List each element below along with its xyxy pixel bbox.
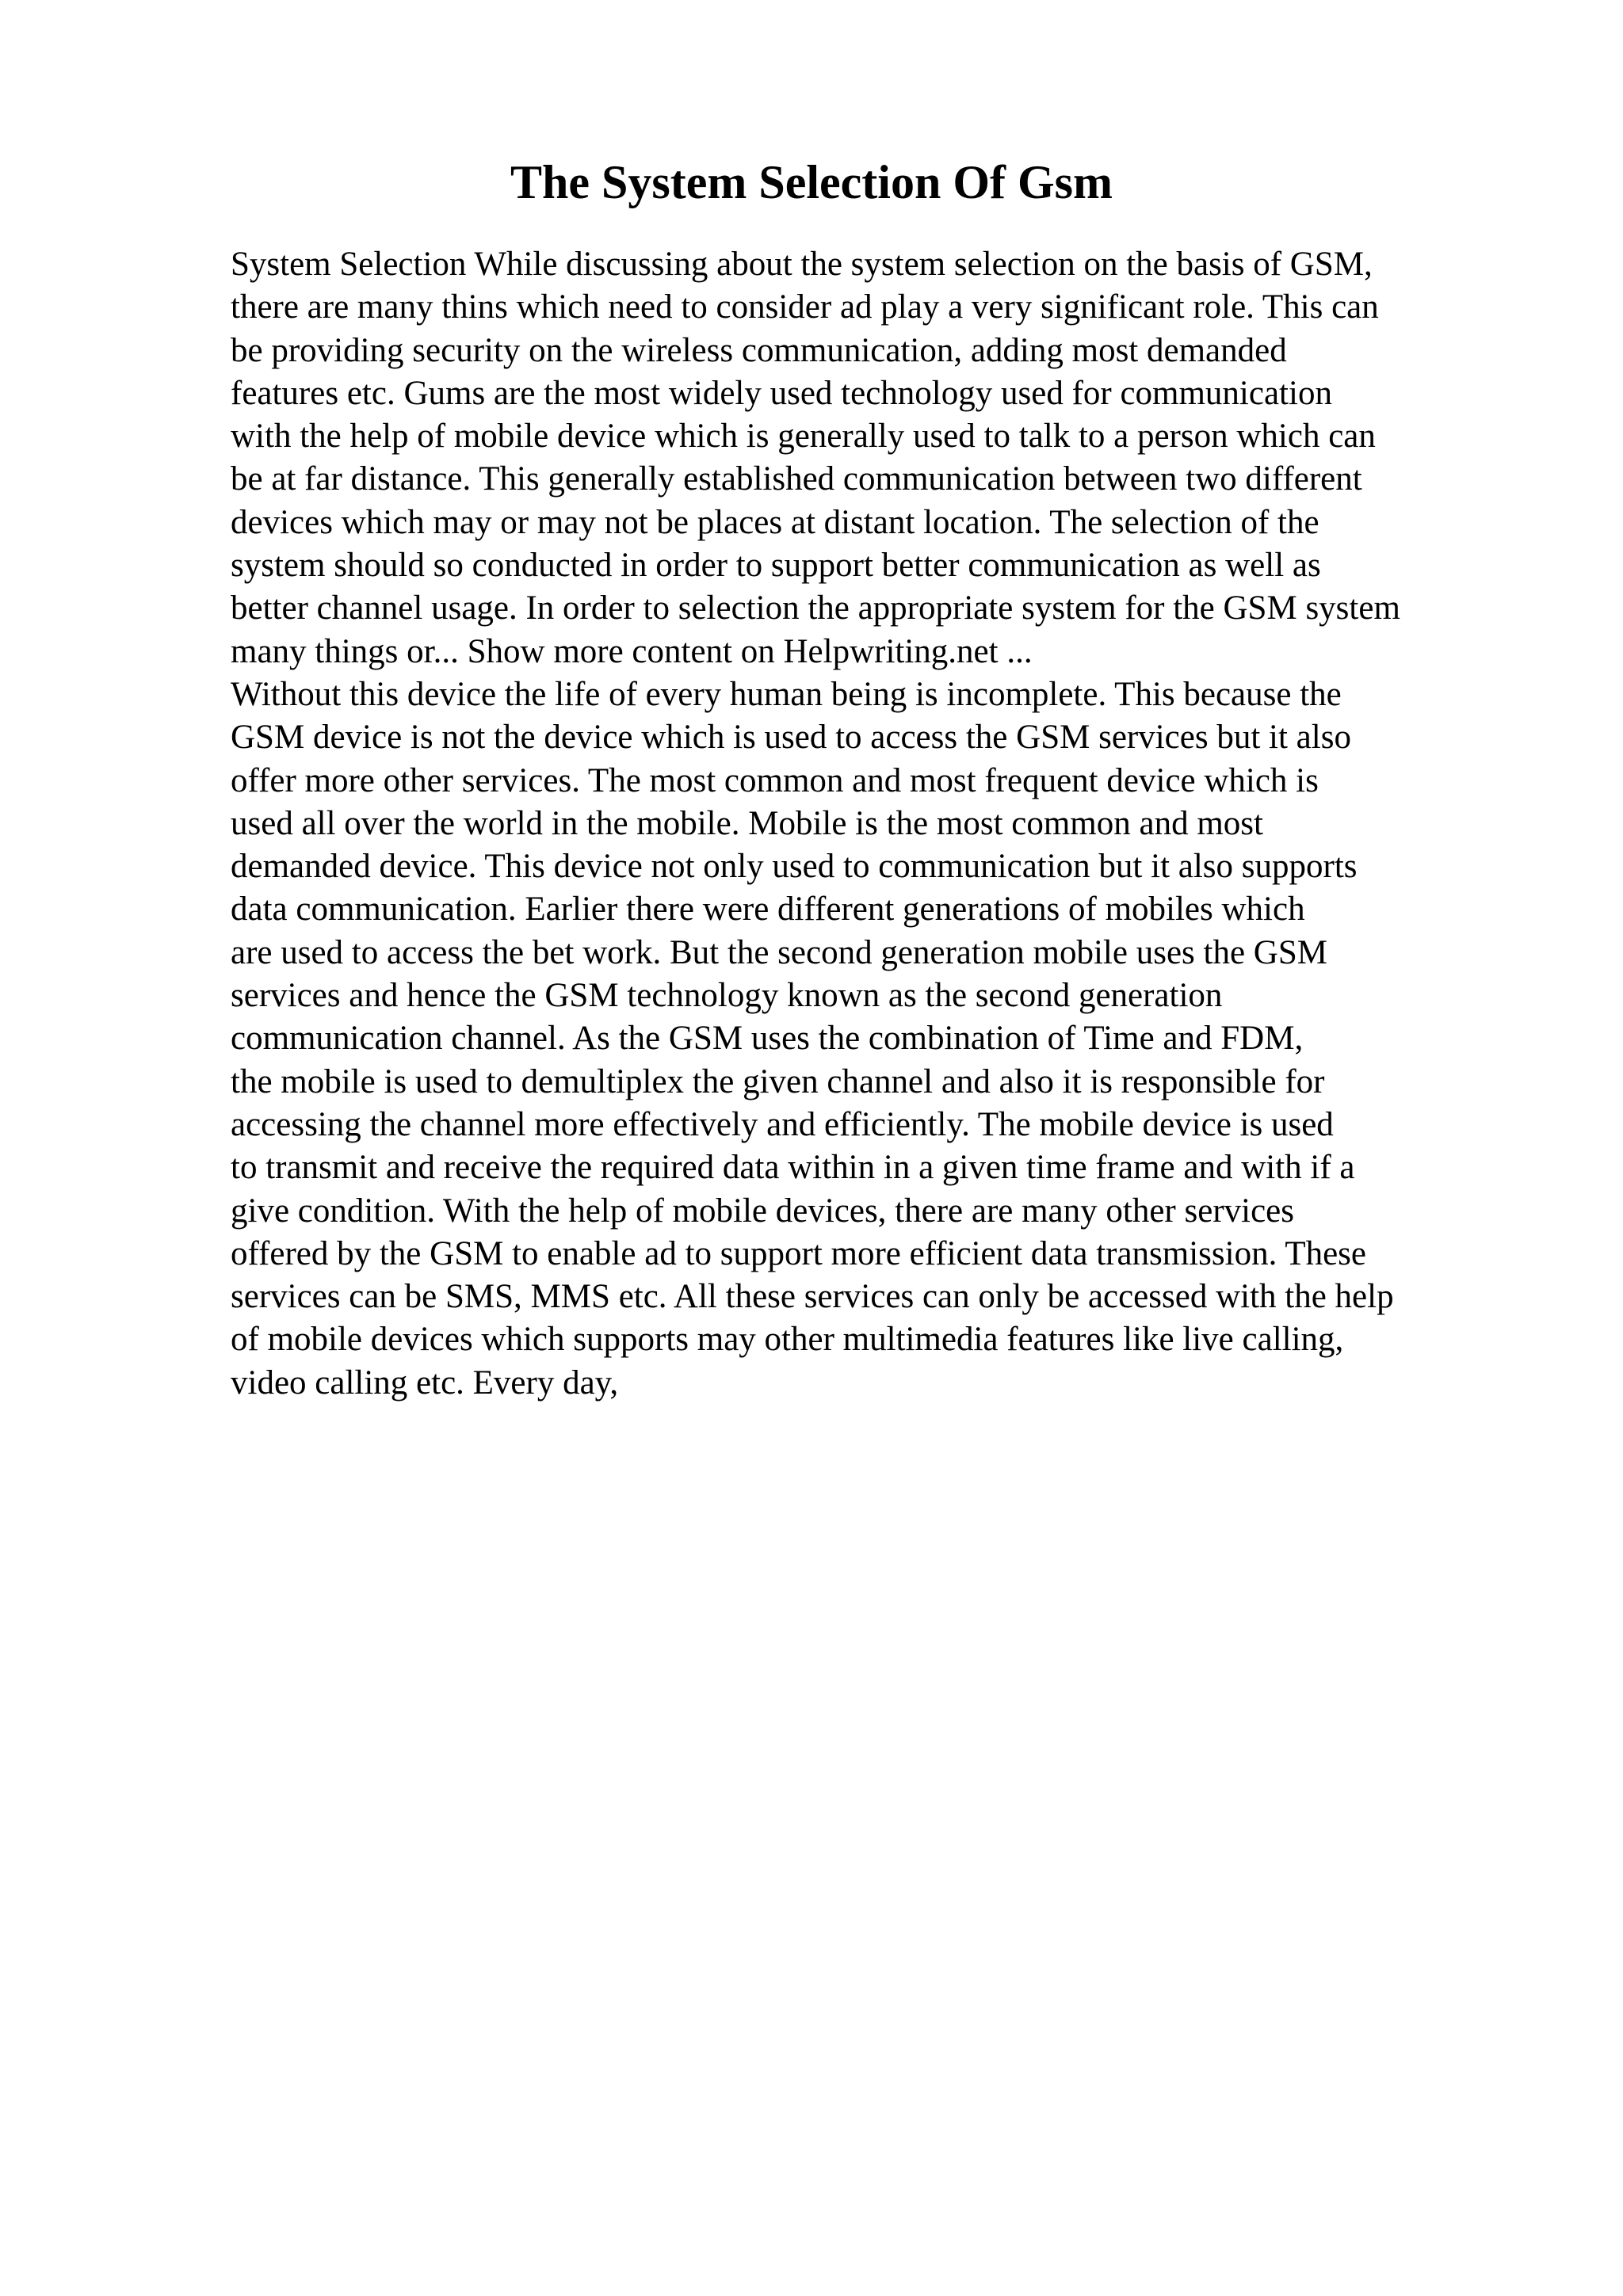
body-text-line: video calling etc. Every day, — [231, 1363, 619, 1402]
body-text-line: data communication. Earlier there were different generations of mobiles which — [231, 891, 1305, 929]
body-text-line: features etc. Gums are the most widely used technology used for communication — [231, 374, 1332, 412]
body-text-line: communication channel. As the GSM uses the combination of Time and FDM, — [231, 1020, 1304, 1058]
body-text-line: many things or... Show more content on Helpwriting.net ... — [231, 632, 1033, 670]
body-text-line: services and hence the GSM technology known as the second generation — [231, 977, 1223, 1015]
body-text-line: used all over the world in the mobile. Mobile is the most common and most — [231, 804, 1263, 842]
body-text-line: accessing the channel more effectively and efficiently. The mobile device is used — [231, 1105, 1334, 1143]
body-text-line: give condition. With the help of mobile devices, there are many other services — [231, 1192, 1294, 1230]
body-text-line: demanded device. This device not only used to communication but it also supports — [231, 848, 1358, 886]
body-text-line: system should so conducted in order to support better communication as well as — [231, 547, 1321, 585]
body-text-line: devices which may or may not be places at distant location. The selection of the — [231, 503, 1319, 541]
body-text-line: better channel usage. In order to selection the appropriate system for the GSM system — [231, 589, 1400, 627]
body-text-line: of mobile devices which supports may other multimedia features like live calling, — [231, 1321, 1344, 1359]
body-text-line: offered by the GSM to enable ad to support more efficient data transmission. These — [231, 1234, 1366, 1272]
body-text-line: there are many thins which need to consider ad play a very significant role. This can — [231, 288, 1379, 326]
body-text-line: offer more other services. The most common and most frequent device which is — [231, 761, 1319, 799]
body-text-line: be providing security on the wireless communication, adding most demanded — [231, 331, 1287, 369]
body-text-line: the mobile is used to demultiplex the given channel and also it is responsible for — [231, 1062, 1325, 1100]
body-text-line: GSM device is not the device which is used to access the GSM services but it also — [231, 719, 1351, 757]
document-title: The System Selection Of Gsm — [510, 156, 1113, 208]
body-text-line: services can be SMS, MMS etc. All these services can only be accessed with the help — [231, 1278, 1394, 1316]
body-text-line: System Selection While discussing about the system selection on the basis of GSM, — [231, 246, 1373, 283]
body-text-line: be at far distance. This generally established communication between two different — [231, 460, 1362, 498]
document-body — [231, 243, 1530, 1405]
body-text-line: to transmit and receive the required data within in a given time frame and with if a — [231, 1149, 1355, 1187]
body-text-line: are used to access the bet work. But the second generation mobile uses the GSM — [231, 933, 1327, 971]
body-text-line: with the help of mobile device which is generally used to talk to a person which can — [231, 418, 1376, 456]
body-text-line: Without this device the life of every human being is incomplete. This because the — [231, 675, 1342, 713]
